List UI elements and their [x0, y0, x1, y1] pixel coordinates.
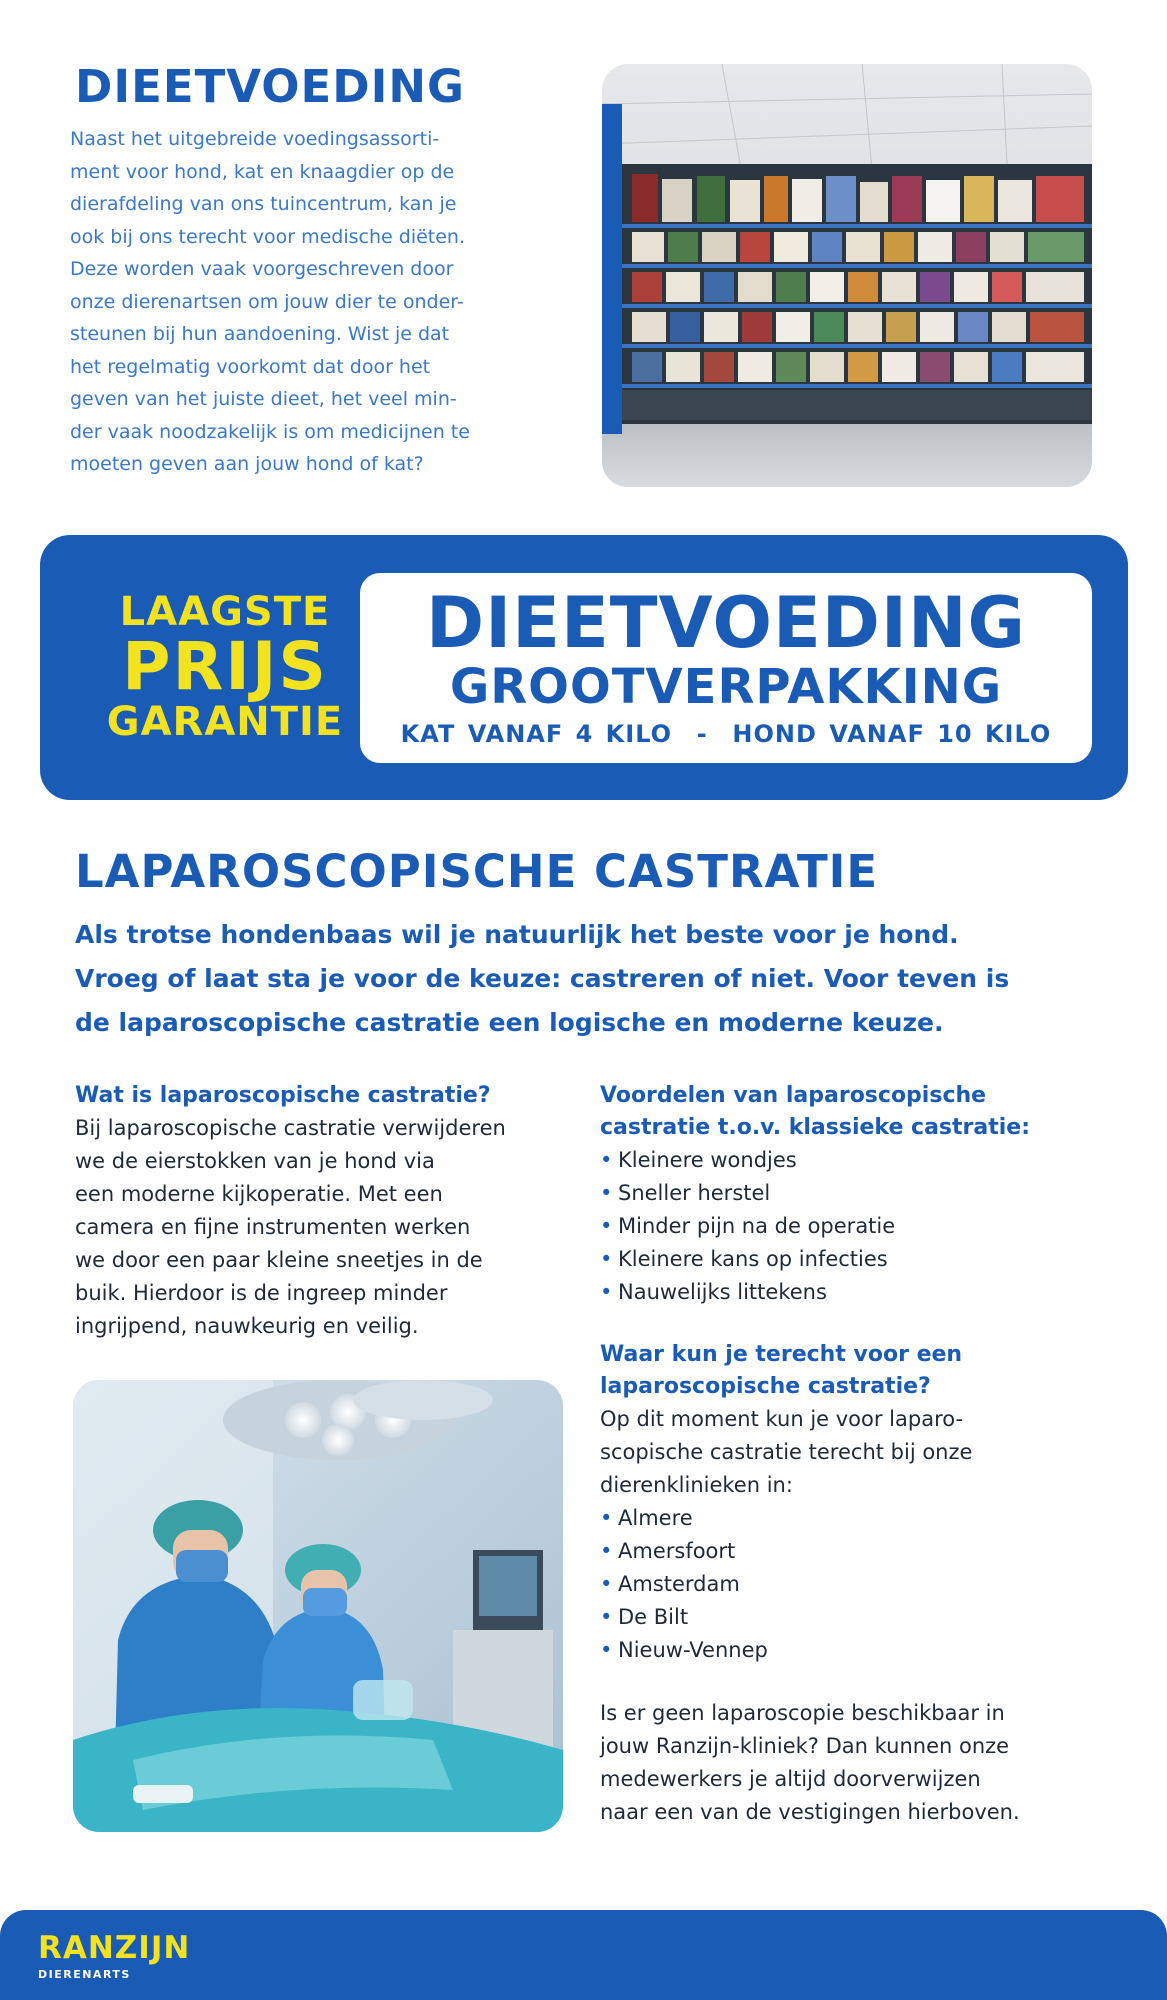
- banner-subtitle: GROOTVERPAKKING: [449, 659, 1003, 715]
- footer-bar: [0, 1910, 1167, 2000]
- guarantee-line3: GARANTIE: [106, 699, 344, 745]
- bullet-dot-icon: •: [600, 1638, 613, 1662]
- benefits-heading: Voordelen van laparoscopische castratie t.o.v. klassieke castratie:: [600, 1083, 1030, 1140]
- bullet-dot-icon: •: [600, 1214, 613, 1238]
- bullet-dot-icon: •: [600, 1506, 613, 1530]
- list-item: • Kleinere kans op infecties: [600, 1243, 1120, 1276]
- where-heading: Waar kun je terecht voor een laparoscopische castratie?: [600, 1342, 963, 1399]
- where-text: Op dit moment kun je voor laparo- scopische castratie terecht bij onze dierenklinieken in:: [600, 1407, 973, 1497]
- banner-offer-box: [360, 573, 1092, 763]
- list-item: • Nauwelijks littekens: [600, 1276, 1120, 1309]
- list-item: • Kleinere wondjes: [600, 1144, 1120, 1177]
- list-item: • Amersfoort: [600, 1535, 1120, 1568]
- guarantee-line2: PRIJS: [122, 628, 328, 705]
- lowest-price-guarantee: [80, 590, 370, 744]
- bullet-dot-icon: •: [600, 1247, 613, 1271]
- left-column: [75, 1080, 575, 1343]
- benefits-list: [600, 1144, 1120, 1309]
- castratie-title: LAPAROSCOPISCHE CASTRATIE: [75, 845, 879, 898]
- castratie-intro: Als trotse hondenbaas wil je natuurlijk het beste voor je hond. Vroeg of laat sta je voor de keuze: castreren of niet. Voor teven is de laparoscopische castratie een logische en moderne keuze.: [75, 920, 1010, 1037]
- surgery-illustration: [73, 1380, 563, 1832]
- shelf-illustration: [602, 64, 1092, 487]
- list-item: • De Bilt: [600, 1601, 1120, 1634]
- bullet-dot-icon: •: [600, 1572, 613, 1596]
- bullet-dot-icon: •: [600, 1280, 613, 1304]
- what-text: Bij laparoscopische castratie verwijderen we de eierstokken van je hond via een moderne kijkoperatie. Met een camera en fijne instrumenten werken we door een paar kleine sneetjes in de buik. Hierdoor is de ingreep minder ingrijpend, nauwkeurig en veilig.: [75, 1116, 506, 1338]
- banner-title: DIEETVOEDING: [426, 582, 1026, 664]
- bullet-dot-icon: •: [600, 1148, 613, 1172]
- list-item: • Minder pijn na de operatie: [600, 1210, 1120, 1243]
- right-column: [600, 1080, 1120, 1829]
- pet-food-shelf-photo: [602, 64, 1092, 487]
- banner-note: KAT VANAF 4 KILO - HOND VANAF 10 KILO: [400, 720, 1052, 748]
- closing-text: Is er geen laparoscopie beschikbaar in jouw Ranzijn-kliniek? Dan kunnen onze medewerkers je altijd doorverwijzen naar een van de vestigingen hierboven.: [600, 1701, 1020, 1824]
- guarantee-line1: LAAGSTE: [119, 589, 331, 635]
- what-heading: Wat is laparoscopische castratie?: [75, 1083, 491, 1108]
- locations-list: [600, 1502, 1120, 1667]
- dieetvoeding-text: Naast het uitgebreide voedingsassorti- ment voor hond, kat en knaagdier op de dierafdeling van ons tuincentrum, kan je ook bij ons terecht voor medische diëten. Deze worden vaak voorgeschreven door onze dierenartsen om jouw dier te onder- steunen bij hun aandoening. Wist je dat het regelmatig voorkomt dat door het geven van het juiste dieet, het veel min- der vaak noodzakelijk is om medicijnen te moeten geven aan jouw hond of kat?: [70, 128, 470, 475]
- surgery-photo: [73, 1380, 563, 1832]
- list-item: • Sneller herstel: [600, 1177, 1120, 1210]
- list-item: • Nieuw-Vennep: [600, 1634, 1120, 1667]
- ranzijn-logo: RANZIJN: [38, 1930, 191, 1966]
- bullet-dot-icon: •: [600, 1539, 613, 1563]
- bullet-dot-icon: •: [600, 1605, 613, 1629]
- list-item: • Amsterdam: [600, 1568, 1120, 1601]
- dieetvoeding-title: DIEETVOEDING: [75, 60, 465, 113]
- price-banner: [40, 535, 1128, 800]
- logo-subtitle: DIERENARTS: [38, 1968, 131, 1981]
- list-item: • Almere: [600, 1502, 1120, 1535]
- bullet-dot-icon: •: [600, 1181, 613, 1205]
